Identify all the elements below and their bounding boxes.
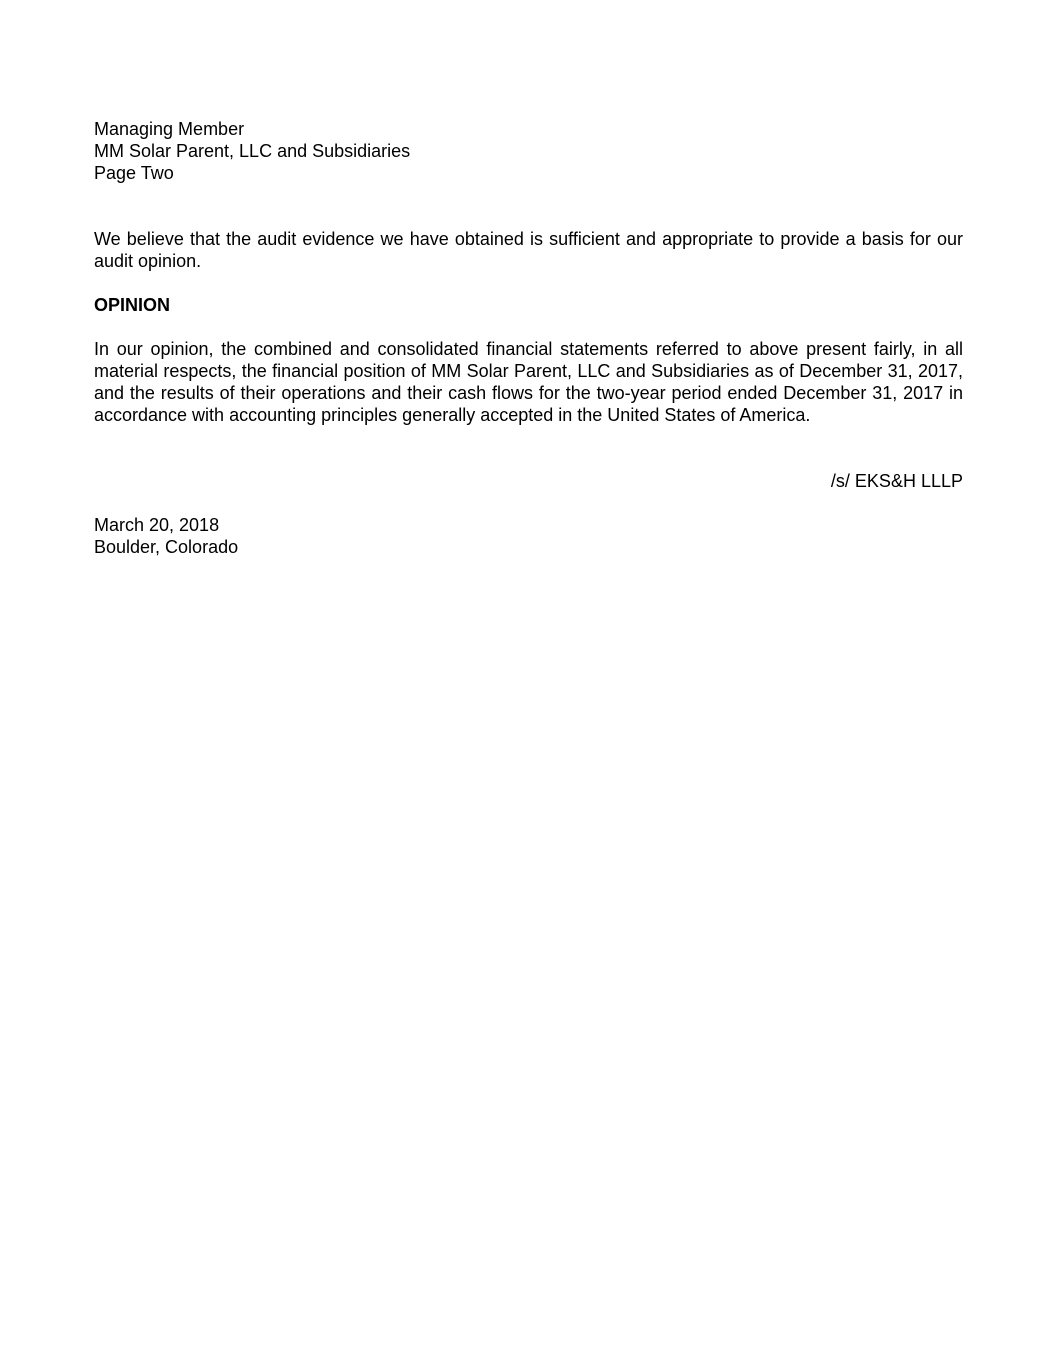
opinion-paragraph: In our opinion, the combined and consolidated financial statements referred to above present fairly, in all material respects, the financial position of MM Solar Parent, LLC and Subsidiaries as of December 31, 2017, and the results of their operations and their cash flows for the two-year period ended December 31, 2017 in accordance with accounting principles generally accepted in the United States of America. xyxy=(94,339,963,425)
letter-footer xyxy=(94,514,963,558)
report-date: March 20, 2018 xyxy=(94,515,220,535)
document-page xyxy=(94,118,963,558)
header-company: MM Solar Parent, LLC and Subsidiaries xyxy=(94,141,411,161)
audit-evidence-paragraph: We believe that the audit evidence we have obtained is sufficient and appropriate to provide a basis for our audit opinion. xyxy=(94,229,963,271)
header-page-number: Page Two xyxy=(94,163,174,183)
header-addressee: Managing Member xyxy=(94,119,245,139)
opinion-heading: OPINION xyxy=(94,295,171,315)
auditor-signature: /s/ EKS&H LLLP xyxy=(830,471,963,491)
report-location: Boulder, Colorado xyxy=(94,537,239,557)
letter-header xyxy=(94,118,963,184)
